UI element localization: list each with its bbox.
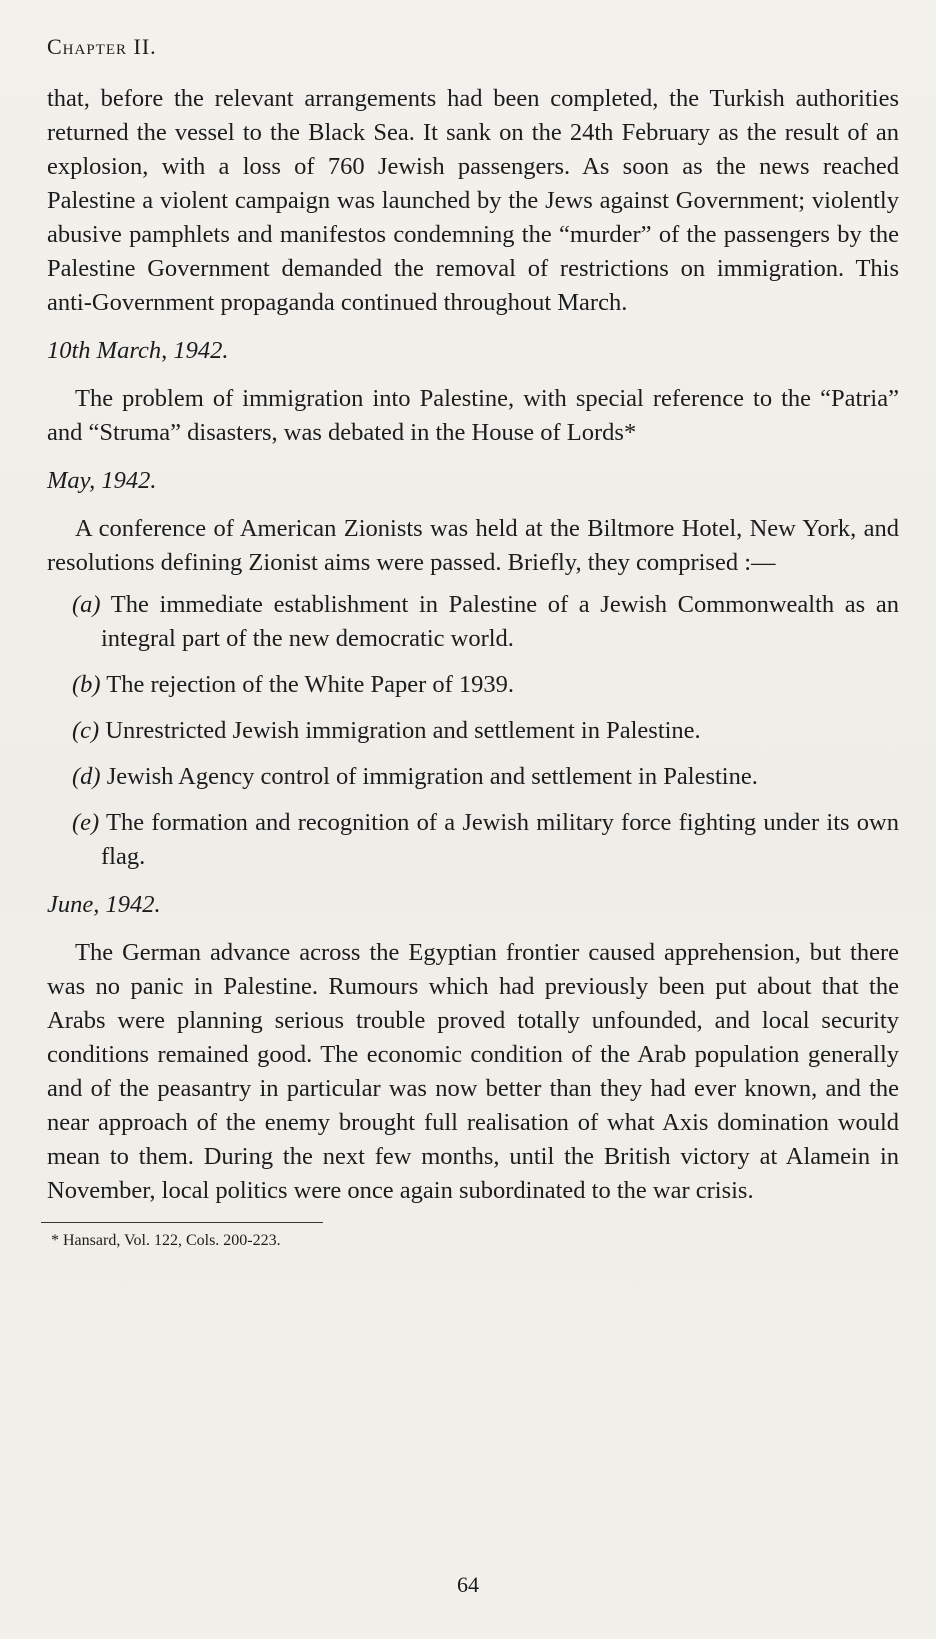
footnote: * Hansard, Vol. 122, Cols. 200-223. [51, 1232, 281, 1249]
list-item-letter: (e) [72, 809, 100, 836]
list-item-letter: (a) [72, 591, 101, 618]
list-item-text: The immediate establishment in Palestine of a Jewish Commonwealth as an integral part of the new democratic world. [101, 591, 899, 652]
list-item [47, 760, 899, 794]
resolutions-list [47, 588, 899, 874]
paragraph-4: The German advance across the Egyptian frontier caused apprehension, but there was no panic in Palestine. Rumours which had previously been put about that the Arabs were planning serious trouble proved totally unfounded, and local security conditions remained good. The economic condition of the Arab population generally and of the peasantry in particular was now better than they had ever known, and the near approach of the enemy brought full realisation of what Axis domination would mean to them. During the next few months, until the British victory at Alamein in November, local politics were once again subordinated to the war crisis. [47, 939, 899, 1204]
date-heading-june: June, 1942. [47, 891, 161, 918]
list-item-letter: (b) [72, 671, 101, 698]
footnote-divider [41, 1222, 323, 1223]
page-content [47, 30, 899, 1253]
page-number: 64 [457, 1572, 479, 1597]
list-item-letter: (c) [72, 717, 100, 744]
paragraph-1: that, before the relevant arrangements had been completed, the Turkish authorities returned the vessel to the Black Sea. It sank on the 24th February as the result of an explosion, with a loss of 760 Jewish passengers. As soon as the news reached Palestine a violent campaign was launched by the Jews against Government; violently abusive pamphlets and manifestos condemning the “murder” of the passengers by the Palestine Government demanded the removal of restrictions on immigration. This anti-Government propaganda continued throughout March. [47, 85, 899, 316]
paragraph-2: The problem of immigration into Palestine, with special reference to the “Patria” and “Struma” disasters, was debated in the House of Lords* [47, 385, 899, 446]
paragraph-3: A conference of American Zionists was held at the Biltmore Hotel, New York, and resolutions defining Zionist aims were passed. Briefly, they comprised :— [47, 515, 899, 576]
list-item-text: The rejection of the White Paper of 1939. [106, 671, 515, 698]
list-item [47, 588, 899, 656]
date-heading-may: May, 1942. [47, 467, 157, 494]
list-item [47, 668, 899, 702]
chapter-heading: Chapter II. [47, 34, 157, 59]
list-item [47, 714, 899, 748]
list-item [47, 806, 899, 874]
list-item-text: Jewish Agency control of immigration and settlement in Palestine. [106, 763, 758, 790]
date-heading-march: 10th March, 1942. [47, 337, 229, 364]
list-item-letter: (d) [72, 763, 101, 790]
list-item-text: Unrestricted Jewish immigration and settlement in Palestine. [105, 717, 701, 744]
list-item-text: The formation and recognition of a Jewish military force fighting under its own flag. [101, 809, 900, 870]
